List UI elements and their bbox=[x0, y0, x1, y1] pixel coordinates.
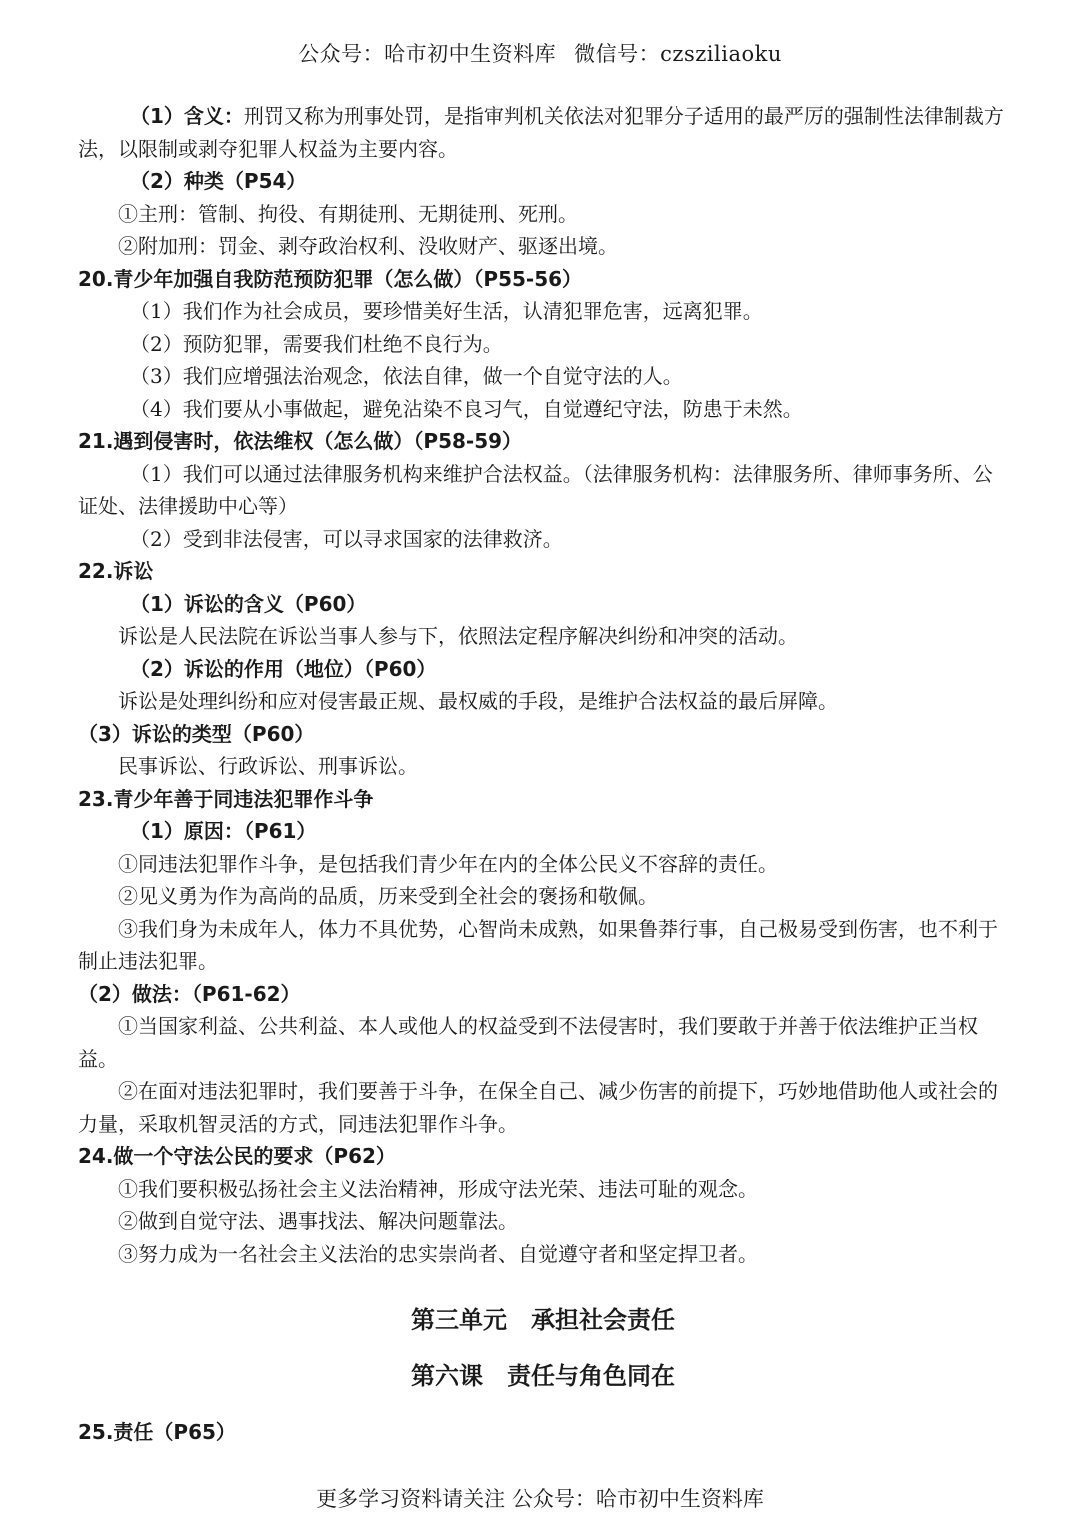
section-20-heading: 20.青少年加强自我防范预防犯罪（怎么做）（P55-56） bbox=[78, 266, 583, 291]
section-22-heading: 22.诉讼 bbox=[78, 559, 154, 583]
litigation-types-text: 民事诉讼、行政诉讼、刑事诉讼。 bbox=[118, 754, 418, 778]
unit-title: 第三单元 承担社会责任 bbox=[411, 1306, 675, 1334]
list-item: ①当国家利益、公共利益、本人或他人的权益受到不法侵害时，我们要敢于并善于依法维护正当权益。 bbox=[78, 1014, 978, 1071]
header-wechat: 微信号：czsziliaoku bbox=[574, 42, 782, 66]
list-item: ③努力成为一名社会主义法治的忠实崇尚者、自觉遵守者和坚定捍卫者。 bbox=[118, 1241, 758, 1266]
litigation-meaning-text: 诉讼是人民法院在诉讼当事人参与下，依照法定程序解决纠纷和冲突的活动。 bbox=[118, 624, 798, 648]
document-body bbox=[78, 100, 1008, 1449]
list-item: （4）我们要从小事做起，避免沾染不良习气，自觉遵纪守法，防患于未然。 bbox=[130, 396, 803, 421]
punishment-definition bbox=[78, 100, 1008, 165]
list-item: （1）我们作为社会成员，要珍惜美好生活，认清犯罪危害，远离犯罪。 bbox=[130, 299, 763, 323]
section-25-heading: 25.责任（P65） bbox=[78, 1420, 236, 1444]
reasons-heading: （1）原因：（P61） bbox=[130, 819, 317, 843]
section-21-heading: 21.遇到侵害时，依法维权（怎么做）（P58-59） bbox=[78, 429, 523, 453]
list-item: （2）预防犯罪，需要我们杜绝不良行为。 bbox=[130, 331, 503, 356]
litigation-role-text: 诉讼是处理纠纷和应对侵害最正规、最权威的手段，是维护合法权益的最后屏障。 bbox=[118, 689, 838, 713]
list-item: ①同违法犯罪作斗争，是包括我们青少年在内的全体公民义不容辞的责任。 bbox=[118, 851, 778, 876]
litigation-types-heading: （3）诉讼的类型（P60） bbox=[78, 721, 315, 746]
page-header bbox=[0, 38, 1080, 68]
litigation-meaning-heading: （1）诉讼的含义（P60） bbox=[130, 591, 367, 616]
header-account: 公众号：哈市初中生资料库 bbox=[298, 42, 557, 66]
principal-penalty: ①主刑：管制、拘役、有期徒刑、无期徒刑、死刑。 bbox=[118, 201, 578, 226]
list-item: ②见义勇为作为高尚的品质，历来受到全社会的褒扬和敬佩。 bbox=[118, 884, 658, 908]
list-item: （3）我们应增强法治观念，依法自律，做一个自觉守法的人。 bbox=[130, 364, 683, 388]
page-footer: 更多学习资料请关注 公众号：哈市初中生资料库 bbox=[316, 1487, 764, 1511]
definition-text: 刑罚又称为刑事处罚，是指审判机关依法对犯罪分子适用的最严厉的强制性法律制裁方法，以限制或剥夺犯罪人权益为主要内容。 bbox=[78, 104, 1004, 161]
definition-label: （1）含义： bbox=[130, 104, 244, 128]
section-23-heading: 23.青少年善于同违法犯罪作斗争 bbox=[78, 786, 374, 811]
additional-penalty: ②附加刑：罚金、剥夺政治权利、没收财产、驱逐出境。 bbox=[118, 234, 618, 258]
list-item: （2）受到非法侵害，可以寻求国家的法律救济。 bbox=[130, 526, 563, 551]
list-item: ③我们身为未成年人，体力不具优势，心智尚未成熟，如果鲁莽行事，自己极易受到伤害，也不利于制止违法犯罪。 bbox=[78, 916, 998, 973]
punishment-types-heading: （2）种类（P54） bbox=[130, 169, 307, 193]
litigation-role-heading: （2）诉讼的作用（地位）（P60） bbox=[130, 656, 437, 681]
lesson-title: 第六课 责任与角色同在 bbox=[411, 1362, 675, 1390]
section-24-heading: 24.做一个守法公民的要求（P62） bbox=[78, 1144, 396, 1168]
list-item: ①我们要积极弘扬社会主义法治精神，形成守法光荣、违法可耻的观念。 bbox=[118, 1176, 758, 1201]
list-item: （1）我们可以通过法律服务机构来维护合法权益。（法律服务机构：法律服务所、律师事务所、公证处、法律援助中心等） bbox=[78, 461, 993, 518]
methods-heading: （2）做法：（P61-62） bbox=[78, 981, 301, 1006]
list-item: ②在面对违法犯罪时，我们要善于斗争，在保全自己、减少伤害的前提下，巧妙地借助他人或社会的力量，采取机智灵活的方式，同违法犯罪作斗争。 bbox=[78, 1079, 998, 1136]
list-item: ②做到自觉守法、遇事找法、解决问题靠法。 bbox=[118, 1209, 518, 1233]
